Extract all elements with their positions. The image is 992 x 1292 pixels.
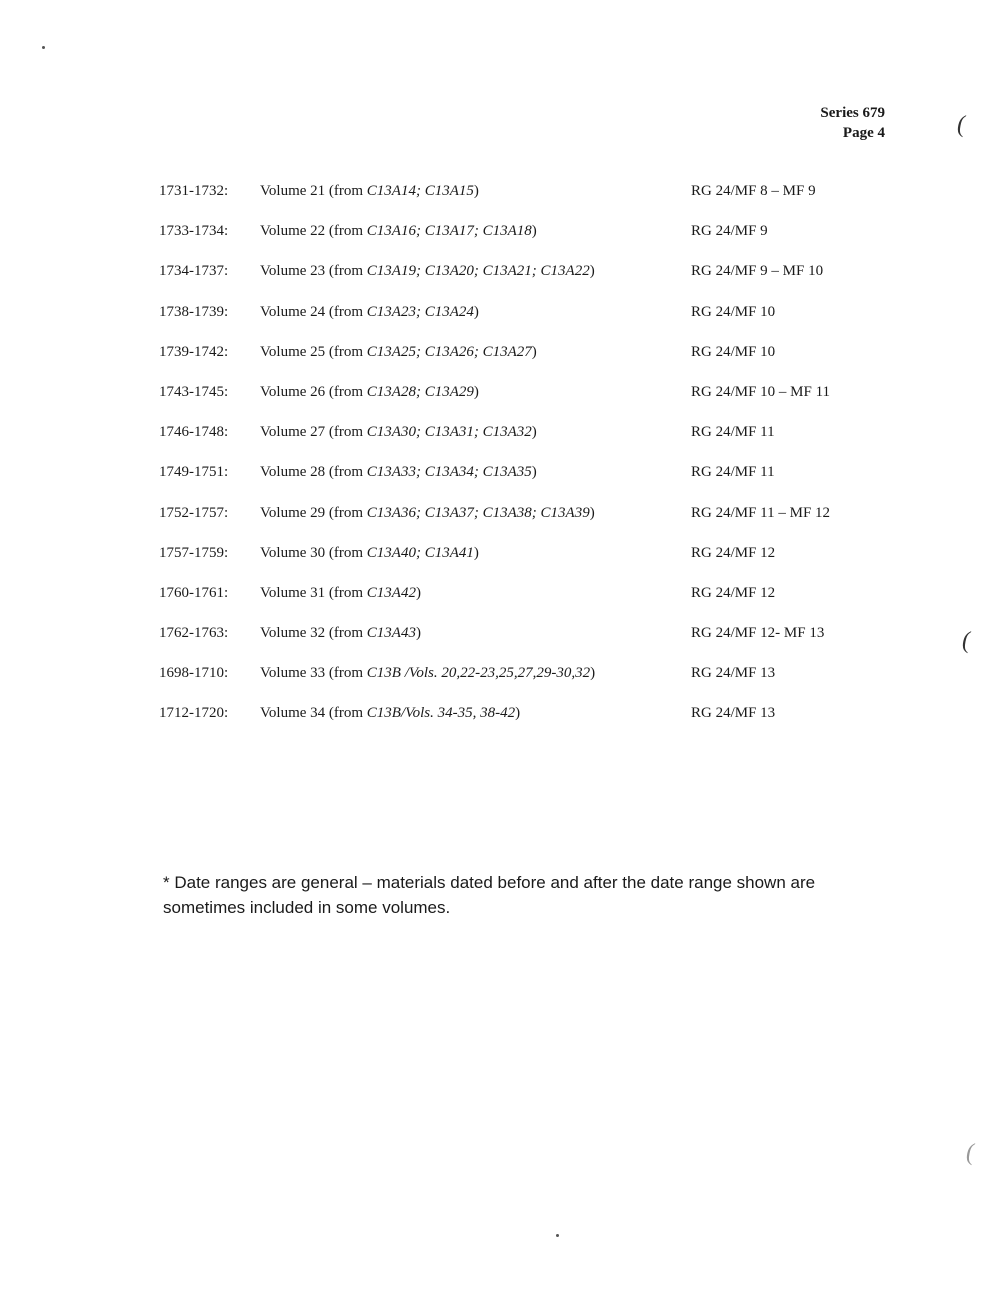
volume-row <box>0 625 992 665</box>
source-reference: C13A23; C13A24 <box>366 303 474 320</box>
date-range: 1731-1732: <box>159 183 229 199</box>
closing-paren: ) <box>473 383 479 400</box>
volume-label: Volume 31 (from <box>260 584 367 601</box>
date-range: 1749-1751: <box>159 464 229 481</box>
source-reference: C13A19; C13A20; C13A21; C13A22 <box>366 263 590 280</box>
footnote: * Date ranges are general – materials dated before and after the date range shown are sometimes included in some volumes. <box>163 873 816 917</box>
volume-row <box>0 665 992 705</box>
volume-description <box>260 625 421 642</box>
volume-description <box>260 223 537 240</box>
microfilm-reference: RG 24/MF 12- MF 13 <box>691 625 825 642</box>
volume-row <box>0 183 992 223</box>
volume-row <box>0 464 992 504</box>
microfilm-reference: RG 24/MF 11 <box>691 464 775 481</box>
date-range: 1733-1734: <box>159 223 229 240</box>
volume-description <box>260 705 520 722</box>
closing-paren: ) <box>473 183 479 199</box>
closing-paren: ) <box>531 223 537 240</box>
volume-row <box>0 585 992 625</box>
volume-label: Volume 22 (from <box>260 223 367 240</box>
volume-label: Volume 27 (from <box>260 424 367 441</box>
closing-paren: ) <box>531 424 537 441</box>
scan-speck <box>42 46 45 49</box>
date-range: 1738-1739: <box>159 303 229 320</box>
microfilm-reference: RG 24/MF 9 <box>691 223 768 240</box>
volume-description <box>260 585 421 602</box>
closing-paren: ) <box>415 625 421 642</box>
microfilm-reference: RG 24/MF 13 <box>691 665 776 682</box>
closing-paren: ) <box>473 303 479 320</box>
margin-paren-mark: ( <box>957 112 965 138</box>
volume-label: Volume 28 (from <box>260 464 367 481</box>
volume-label: Volume 26 (from <box>260 383 367 400</box>
source-reference: C13A28; C13A29 <box>366 383 474 400</box>
source-reference: C13A14; C13A15 <box>366 183 474 199</box>
microfilm-reference: RG 24/MF 8 – MF 9 <box>691 183 816 199</box>
microfilm-reference: RG 24/MF 12 <box>691 544 776 561</box>
date-range: 1757-1759: <box>159 544 229 561</box>
microfilm-reference: RG 24/MF 9 – MF 10 <box>691 263 824 280</box>
series-label: Series 679 <box>820 105 885 121</box>
source-reference: C13A43 <box>366 625 416 642</box>
closing-paren: ) <box>589 504 595 521</box>
volume-row <box>0 705 992 745</box>
microfilm-reference: RG 24/MF 10 <box>691 303 776 320</box>
volume-description <box>260 464 537 481</box>
date-range: 1698-1710: <box>159 665 229 682</box>
microfilm-reference: RG 24/MF 11 <box>691 424 775 441</box>
volume-label: Volume 34 (from <box>260 705 367 722</box>
margin-paren-mark: ( <box>966 1140 974 1166</box>
closing-paren: ) <box>515 705 521 722</box>
volume-description <box>260 424 537 441</box>
volume-row <box>0 505 992 545</box>
volume-label: Volume 30 (from <box>260 544 367 561</box>
date-range: 1743-1745: <box>159 383 229 400</box>
date-range: 1762-1763: <box>159 625 229 642</box>
microfilm-reference: RG 24/MF 10 – MF 11 <box>691 383 831 400</box>
closing-paren: ) <box>531 464 537 481</box>
volume-description <box>260 183 479 200</box>
volume-description <box>260 304 479 321</box>
closing-paren: ) <box>531 343 537 360</box>
margin-paren-mark: ( <box>962 628 970 654</box>
date-range: 1752-1757: <box>159 504 229 521</box>
volume-label: Volume 21 (from <box>260 183 367 199</box>
date-range: 1739-1742: <box>159 343 229 360</box>
volume-row <box>0 263 992 303</box>
page-number: Page 4 <box>842 125 885 141</box>
volume-description <box>260 384 479 401</box>
volume-row <box>0 344 992 384</box>
microfilm-reference: RG 24/MF 10 <box>691 343 776 360</box>
source-reference: C13A33; C13A34; C13A35 <box>366 464 532 481</box>
closing-paren: ) <box>415 584 421 601</box>
volume-list <box>0 183 992 746</box>
source-reference: C13A42 <box>366 584 416 601</box>
microfilm-reference: RG 24/MF 12 <box>691 584 776 601</box>
volume-description <box>260 505 595 522</box>
volume-row <box>0 384 992 424</box>
volume-label: Volume 29 (from <box>260 504 367 521</box>
microfilm-reference: RG 24/MF 11 – MF 12 <box>691 504 831 521</box>
date-range: 1746-1748: <box>159 424 229 441</box>
volume-label: Volume 33 (from <box>260 665 367 682</box>
source-reference: C13B /Vols. 20,22-23,25,27,29-30,32 <box>366 665 591 682</box>
microfilm-reference: RG 24/MF 13 <box>691 705 776 722</box>
date-range: 1712-1720: <box>159 705 229 722</box>
volume-description <box>260 263 595 280</box>
scan-speck <box>556 1234 559 1237</box>
date-range: 1734-1737: <box>159 263 229 280</box>
closing-paren: ) <box>473 544 479 561</box>
volume-row <box>0 545 992 585</box>
volume-description <box>260 665 595 682</box>
volume-row <box>0 304 992 344</box>
source-reference: C13A40; C13A41 <box>366 544 474 561</box>
source-reference: C13A30; C13A31; C13A32 <box>366 424 532 441</box>
source-reference: C13B/Vols. 34-35, 38-42 <box>366 705 516 722</box>
source-reference: C13A25; C13A26; C13A27 <box>366 343 532 360</box>
source-reference: C13A16; C13A17; C13A18 <box>366 223 532 240</box>
page-header <box>820 103 885 143</box>
volume-description <box>260 344 537 361</box>
volume-row <box>0 424 992 464</box>
date-range: 1760-1761: <box>159 584 229 601</box>
closing-paren: ) <box>590 665 596 682</box>
closing-paren: ) <box>589 263 595 280</box>
volume-label: Volume 23 (from <box>260 263 367 280</box>
volume-row <box>0 223 992 263</box>
volume-description <box>260 545 479 562</box>
volume-label: Volume 24 (from <box>260 303 367 320</box>
volume-label: Volume 32 (from <box>260 625 367 642</box>
volume-label: Volume 25 (from <box>260 343 367 360</box>
source-reference: C13A36; C13A37; C13A38; C13A39 <box>366 504 590 521</box>
